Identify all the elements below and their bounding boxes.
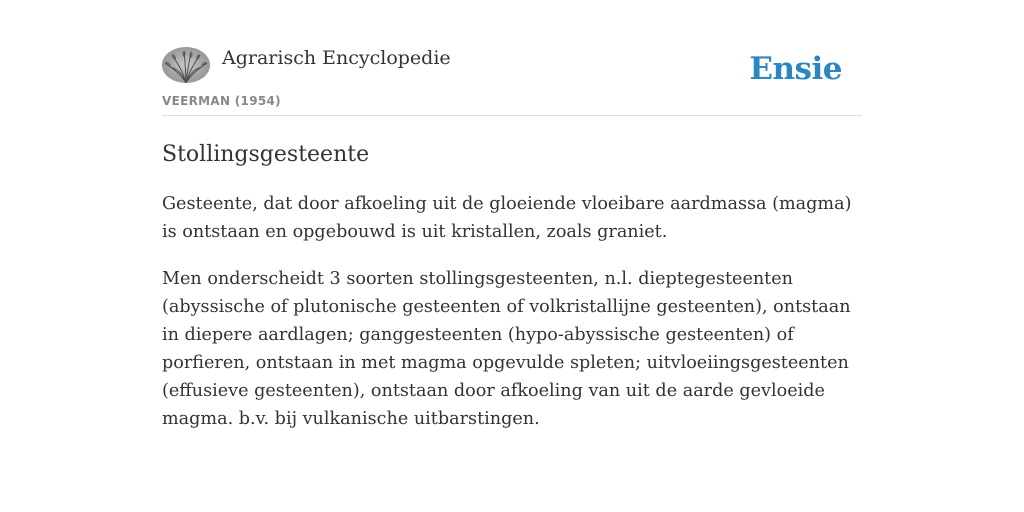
entry-paragraph: Men onderscheidt 3 soorten stollingsgesteenten, n.l. dieptegesteenten (abyssische of plutonische gesteenten of volkristallijne gesteenten), ontstaan in diepere aardlagen; ganggesteenten (hypo-abyssische gesteenten) of porfieren, ontstaan in met magma opgevulde spleten; uitvloeiingsgesteenten (effusieve gesteenten), ontstaan door afkoeling van uit de aarde gevloeide magma. b.v. bij vulkanische uitbarstingen. (162, 269, 851, 429)
source-author-year: VEERMAN (1954) (162, 94, 281, 108)
entry-title: Stollingsgesteente (162, 142, 370, 167)
content-container (162, 40, 862, 433)
source-title[interactable]: Agrarisch Encyclopedie (222, 47, 451, 69)
brand-logo-link[interactable]: Ensie (749, 51, 842, 87)
wheat-ears-thumbnail-icon[interactable] (162, 47, 210, 83)
source-header (162, 40, 862, 116)
entry-paragraph: Gesteente, dat door afkoeling uit de gloeiende vloeibare aardmassa (magma) is ontstaan en opgebouwd is uit kristallen, zoals graniet. (162, 194, 852, 242)
